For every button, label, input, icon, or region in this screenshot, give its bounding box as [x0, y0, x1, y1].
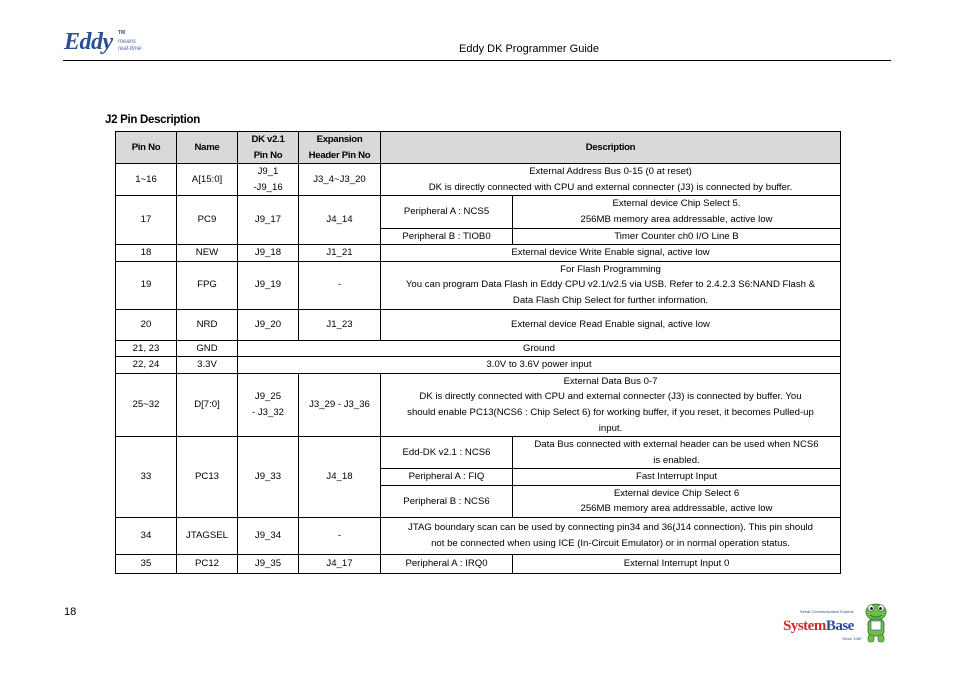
col-header-name: Name: [177, 132, 238, 164]
sub-label-cell: Peripheral A : IRQ0: [381, 555, 513, 574]
desc-line: input.: [598, 422, 623, 434]
dk-header-line1: DK v2.1: [251, 134, 285, 145]
exp-cell: J3_4~J3_20: [299, 164, 381, 196]
desc-line: DK is directly connected with CPU and external connecter (J3) is connected by buffer. You: [419, 391, 802, 403]
table-row: [116, 309, 841, 340]
section-title: J2 Pin Description: [105, 114, 200, 126]
desc-cell: Ground: [238, 340, 841, 357]
desc-line: is enabled.: [653, 454, 700, 466]
dk-line: J9_1: [257, 166, 279, 178]
dk-cell: J9_33: [238, 437, 299, 518]
table-header-row: [116, 132, 841, 164]
desc-cell: [381, 261, 841, 309]
dk-line: - J3_32: [252, 406, 284, 418]
name-cell: PC12: [177, 555, 238, 574]
page-number: 18: [64, 606, 77, 618]
exp-cell: -: [299, 518, 381, 555]
table-row: [116, 437, 841, 469]
table-row: [116, 373, 841, 436]
desc-line: External Data Bus 0-7: [563, 375, 658, 387]
eddy-logo: [64, 30, 164, 60]
dk-cell: J9_18: [238, 245, 299, 262]
systembase-since: Since 1987: [842, 636, 863, 641]
pin-cell: 25~32: [116, 373, 177, 436]
dk-line: -J9_16: [253, 181, 283, 193]
desc-line: External device Chip Select 5.: [612, 198, 741, 210]
table-row: [116, 245, 841, 262]
exp-cell: J4_18: [299, 437, 381, 518]
sub-desc-cell: [513, 437, 841, 469]
sub-label-cell: Peripheral A : FIQ: [381, 469, 513, 486]
col-header-expansion: [299, 132, 381, 164]
dk-cell: J9_20: [238, 309, 299, 340]
dk-cell: J9_17: [238, 196, 299, 245]
exp-cell: J3_29 - J3_36: [299, 373, 381, 436]
name-cell: 3.3V: [177, 357, 238, 374]
sub-desc-cell: External Interrupt Input 0: [513, 555, 841, 574]
name-cell: JTAGSEL: [177, 518, 238, 555]
desc-cell: External device Read Enable signal, active low: [381, 309, 841, 340]
exp-cell: -: [299, 261, 381, 309]
desc-cell: [381, 518, 841, 555]
name-cell: PC13: [177, 437, 238, 518]
exp-header-line2: Header Pin No: [308, 149, 371, 161]
exp-cell: J4_17: [299, 555, 381, 574]
eddy-tagline-2: real-time: [118, 46, 142, 52]
pin-cell: 22, 24: [116, 357, 177, 374]
pin-cell: 35: [116, 555, 177, 574]
table-row: [116, 518, 841, 555]
frog-mascot-icon: [862, 602, 890, 644]
desc-line: You can program Data Flash in Eddy CPU v2.1/v2.5 via USB. Refer to 2.4.2.3 S6:NAND Flash &: [405, 279, 816, 291]
name-cell: PC9: [177, 196, 238, 245]
dk-cell: J9_19: [238, 261, 299, 309]
desc-line: JTAG boundary scan can be used by connecting pin34 and 36(J14 connection). This pin should: [408, 522, 813, 534]
desc-cell: [381, 373, 841, 436]
table-row: [116, 196, 841, 228]
dk-cell: [238, 373, 299, 436]
desc-cell: 3.0V to 3.6V power input: [238, 357, 841, 374]
eddy-brand: Eddy: [64, 29, 113, 55]
col-header-dk-pin: [238, 132, 299, 164]
pin-cell: 21, 23: [116, 340, 177, 357]
pin-cell: 17: [116, 196, 177, 245]
desc-line: 256MB memory area addressable, active low: [580, 213, 773, 225]
col-header-pin-no: Pin No: [116, 132, 177, 164]
table-row: [116, 357, 841, 374]
eddy-tagline-1: means: [118, 39, 137, 45]
systembase-slogan: Serial Communication Experts: [800, 609, 854, 614]
exp-cell: J1_23: [299, 309, 381, 340]
pin-cell: 1~16: [116, 164, 177, 196]
col-header-description: Description: [381, 132, 841, 164]
desc-line: For Flash Programming: [560, 263, 661, 275]
sub-desc-cell: Timer Counter ch0 I/O Line B: [513, 228, 841, 245]
table-row: [116, 555, 841, 574]
sub-label-cell: Peripheral B : NCS6: [381, 485, 513, 517]
header-divider: [63, 60, 891, 61]
systembase-word-2: Base: [825, 618, 854, 634]
sub-desc-cell: [513, 196, 841, 228]
systembase-word-1: System: [783, 618, 826, 634]
name-cell: NEW: [177, 245, 238, 262]
name-cell: FPG: [177, 261, 238, 309]
dk-cell: J9_35: [238, 555, 299, 574]
desc-cell: External device Write Enable signal, active low: [381, 245, 841, 262]
dk-line: J9_25: [254, 391, 282, 403]
j2-pin-table: [115, 131, 841, 574]
document-title: Eddy DK Programmer Guide: [459, 43, 599, 55]
desc-line: External Address Bus 0-15 (0 at reset): [529, 166, 692, 178]
sub-label-cell: Peripheral B : TIOB0: [381, 228, 513, 245]
desc-line: Data Bus connected with external header can be used when NCS6: [534, 439, 819, 451]
sub-label-cell: Edd-DK v2.1 : NCS6: [381, 437, 513, 469]
desc-line: DK is directly connected with CPU and external connecter (J3) is connected by buffer.: [428, 181, 793, 193]
sub-desc-cell: [513, 485, 841, 517]
dk-cell: J9_34: [238, 518, 299, 555]
systembase-logo: [780, 602, 890, 646]
name-cell: NRD: [177, 309, 238, 340]
desc-line: 256MB memory area addressable, active low: [580, 503, 773, 515]
desc-cell: [381, 164, 841, 196]
pin-cell: 18: [116, 245, 177, 262]
name-cell: D[7:0]: [177, 373, 238, 436]
pin-cell: 34: [116, 518, 177, 555]
desc-line: Data Flash Chip Select for further information.: [512, 294, 709, 306]
pin-cell: 20: [116, 309, 177, 340]
table-row: [116, 261, 841, 309]
eddy-tagline: [118, 39, 141, 53]
exp-cell: J1_21: [299, 245, 381, 262]
sub-label-cell: Peripheral A : NCS5: [381, 196, 513, 228]
table-row: [116, 340, 841, 357]
desc-line: External device Chip Select 6: [613, 487, 740, 499]
exp-header-line1: Expansion: [316, 134, 363, 145]
desc-line: not be connected when using ICE (In-Circuit Emulator) or in normal operation status.: [431, 538, 790, 550]
pin-cell: 33: [116, 437, 177, 518]
systembase-wordmark: [783, 618, 854, 635]
table-row: [116, 164, 841, 196]
dk-header-line2: Pin No: [253, 149, 283, 161]
sub-desc-cell: Fast Interrupt Input: [513, 469, 841, 486]
name-cell: GND: [177, 340, 238, 357]
dk-cell: [238, 164, 299, 196]
exp-cell: J4_14: [299, 196, 381, 245]
pin-cell: 19: [116, 261, 177, 309]
eddy-tm: TM: [118, 30, 126, 36]
name-cell: A[15:0]: [177, 164, 238, 196]
desc-line: should enable PC13(NCS6 : Chip Select 6) for working buffer, if you reset, it becomes Pulled-up: [407, 406, 814, 418]
